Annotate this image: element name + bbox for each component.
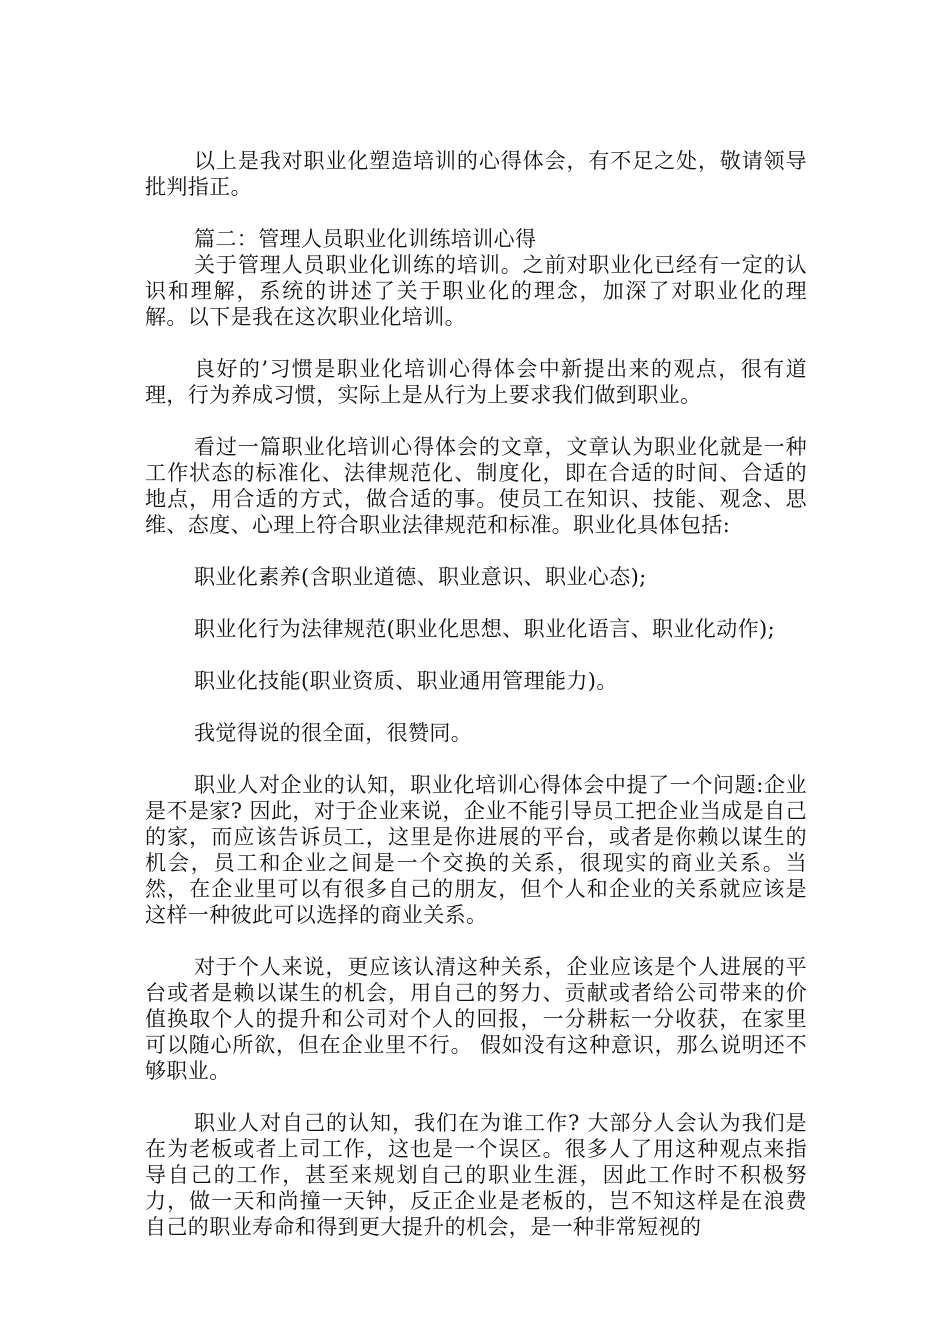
paragraph-conclusion: 以上是我对职业化塑造培训的心得体会，有不足之处，敬请领导批判指正。 — [145, 149, 807, 199]
paragraph-gap — [145, 590, 807, 616]
section-title: 篇二：管理人员职业化训练培训心得 — [194, 227, 537, 251]
paragraph-agree: 我觉得说的很全面，很赞同。 — [194, 721, 473, 745]
paragraph-gap — [145, 538, 807, 564]
paragraph-gap — [145, 1084, 807, 1110]
list-item-behavior: 职业化行为法律规范(职业化思想、职业化语言、职业化动作); — [194, 617, 776, 641]
list-item-skills: 职业化技能(职业资质、职业通用管理能力)。 — [194, 669, 618, 693]
document-page — [145, 148, 807, 1240]
paragraph-intro: 关于管理人员职业化训练的培训。之前对职业化已经有一定的认识和理解，系统的讲述了关于职业化的理念，加深了对职业化的理解。以下是我在这次职业化培训。 — [145, 253, 807, 329]
paragraph-habit: 良好的’习惯是职业化培训心得体会中新提出来的观点，很有道理，行为养成习惯，实际上是从行为上要求我们做到职业。 — [145, 357, 807, 407]
paragraph-gap — [145, 330, 807, 356]
paragraph-definition: 看过一篇职业化培训心得体会的文章，文章认为职业化就是一种工作状态的标准化、法律规范化、制度化，即在合适的时间、合适的地点，用合适的方式，做合适的事。使员工在知识、技能、观念、思维、态度、心理上符合职业法律规范和标准。职业化具体包括: — [145, 435, 807, 537]
paragraph-enterprise: 职业人对企业的认知，职业化培训心得体会中提了一个问题:企业是不是家? 因此，对于企业来说，企业不能引导员工把企业当成是自己的家，而应该告诉员工，这里是你进展的平台，或者是你赖以谋生的机会，员工和企业之间是一个交换的关系，很现实的商业关系。当然，在企业里可以有很多自己的朋友，但个人和企业的关系就应该是这样一种彼此可以选择的商业关系。 — [145, 773, 807, 927]
paragraph-gap — [145, 200, 807, 226]
paragraph-self-cognition: 职业人对自己的认知，我们在为谁工作? 大部分人会认为我们是在为老板或者上司工作，这也是一个误区。很多人了用这种观点来指导自己的工作，甚至来规划自己的职业生涯，因此工作时不积极努力，做一天和尚撞一天钟，反正企业是老板的，岂不知这样是在浪费自己的职业寿命和得到更大提升的机会，是一种非常短视的 — [145, 1111, 807, 1239]
list-item-literacy: 职业化素养(含职业道德、职业意识、职业心态); — [194, 565, 647, 589]
paragraph-gap — [145, 928, 807, 954]
paragraph-gap — [145, 408, 807, 434]
paragraph-gap — [145, 642, 807, 668]
paragraph-gap — [145, 694, 807, 720]
paragraph-gap — [145, 746, 807, 772]
paragraph-individual: 对于个人来说，更应该认清这种关系，企业应该是个人进展的平台或者是赖以谋生的机会，用自己的努力、贡献或者给公司带来的价值换取个人的提升和公司对个人的回报，一分耕耘一分收获，在家里可以随心所欲，但在企业里不行。 假如没有这种意识，那么说明还不够职业。 — [145, 955, 807, 1083]
